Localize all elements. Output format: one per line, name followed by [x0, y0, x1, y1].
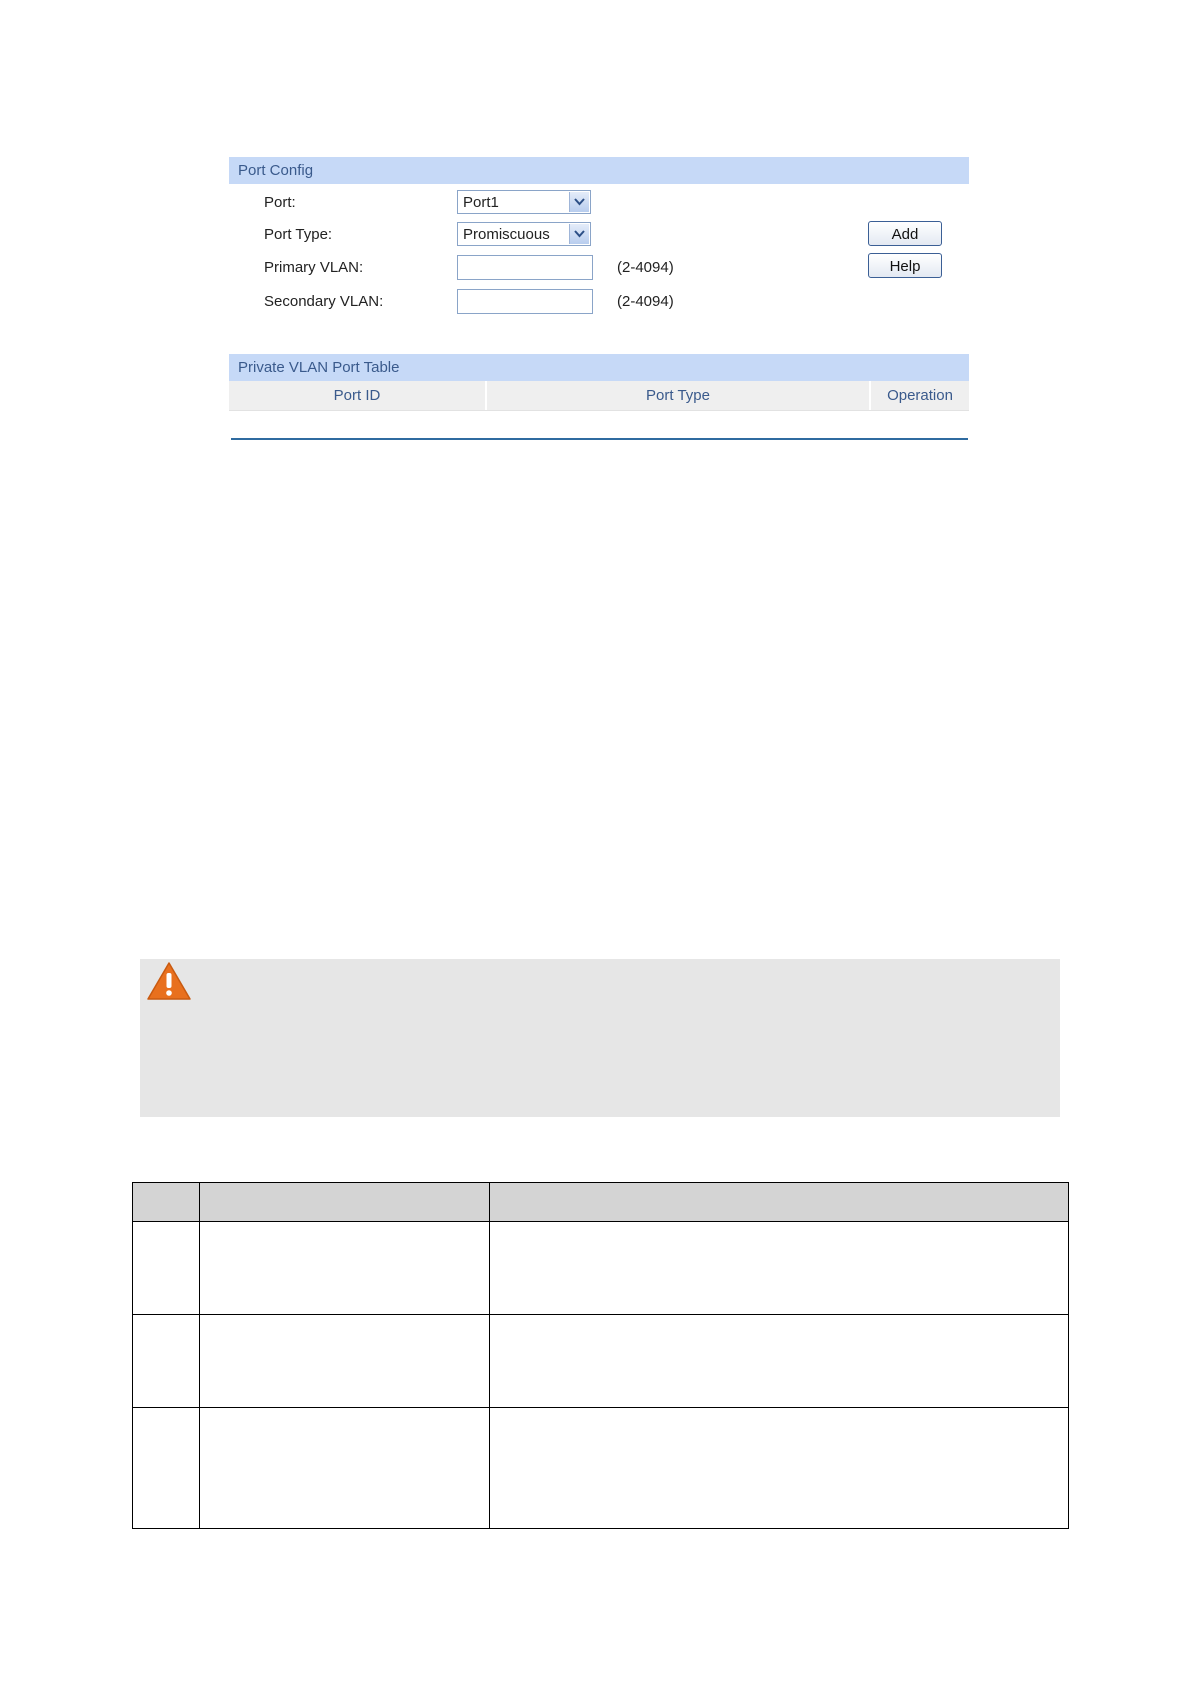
table-cell — [133, 1408, 200, 1529]
table-row — [133, 1222, 1069, 1315]
port-label: Port: — [264, 194, 296, 211]
column-operation: Operation — [887, 387, 953, 404]
table-cell — [490, 1222, 1069, 1315]
table-header-row — [133, 1183, 1069, 1222]
port-config-form — [229, 184, 969, 354]
header-cell — [200, 1183, 490, 1222]
chevron-down-icon[interactable] — [569, 224, 589, 244]
port-type-select-value: Promiscuous — [463, 226, 550, 243]
header-cell — [133, 1183, 200, 1222]
table-cell — [490, 1315, 1069, 1408]
table-cell — [200, 1408, 490, 1529]
port-select[interactable] — [457, 190, 591, 214]
header-cell — [490, 1183, 1069, 1222]
primary-vlan-label: Primary VLAN: — [264, 259, 364, 276]
port-type-label: Port Type: — [264, 226, 333, 243]
primary-vlan-row — [229, 255, 969, 281]
table-row — [133, 1315, 1069, 1408]
column-port-id: Port ID — [229, 381, 487, 410]
description-table — [132, 1182, 1069, 1529]
table-cell — [490, 1408, 1069, 1529]
port-select-value: Port1 — [463, 194, 499, 211]
note-box — [140, 959, 1060, 1117]
secondary-vlan-input[interactable] — [457, 289, 593, 314]
port-table-columns — [229, 381, 969, 411]
chevron-down-icon[interactable] — [569, 192, 589, 212]
table-cell — [200, 1315, 490, 1408]
port-table-header: Private VLAN Port Table — [229, 354, 969, 381]
port-type-select[interactable] — [457, 222, 591, 246]
secondary-vlan-label: Secondary VLAN: — [264, 293, 384, 310]
primary-vlan-input[interactable] — [457, 255, 593, 280]
column-port-type: Port Type — [487, 381, 871, 410]
table-cell — [133, 1222, 200, 1315]
table-cell — [200, 1222, 490, 1315]
table-bottom-rule — [231, 438, 968, 440]
primary-vlan-hint: (2-4094) — [617, 259, 674, 276]
port-config-panel — [229, 157, 969, 411]
secondary-vlan-hint: (2-4094) — [617, 293, 674, 310]
port-config-header: Port Config — [229, 157, 969, 184]
port-row — [229, 190, 969, 216]
table-row — [133, 1408, 1069, 1529]
table-cell — [133, 1315, 200, 1408]
help-button[interactable]: Help — [868, 253, 942, 278]
port-type-row — [229, 222, 969, 248]
secondary-vlan-row — [229, 289, 969, 315]
add-button[interactable]: Add — [868, 221, 942, 246]
warning-icon — [146, 961, 192, 1001]
